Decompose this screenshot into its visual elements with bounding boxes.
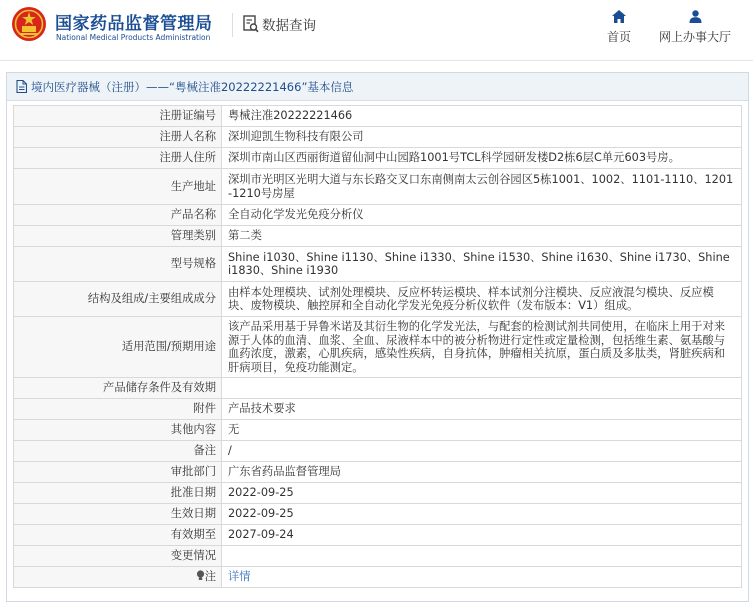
user-icon [689, 10, 702, 23]
note-label: 注 [204, 570, 216, 584]
panel-title: 境内医疗器械（注册）——“粤械注准20222221466”基本信息 [31, 79, 354, 94]
table-row [14, 169, 742, 205]
table-row [14, 226, 742, 247]
nav-online-hall-label: 网上办事大厅 [658, 30, 731, 44]
row-label: 注册人住所 [14, 148, 222, 169]
row-value: 第二类 [222, 226, 742, 247]
table-row [14, 504, 742, 525]
row-value: 深圳市南山区西丽街道留仙洞中山园路1001号TCL科学园研发楼D2栋6层C单元603号房。 [222, 148, 742, 169]
row-value: 由样本处理模块、试剂处理模块、反应杯转运模块、样本试剂分注模块、反应液混匀模块、反应模块、废物模块、触控屏和全自动化学发光免疫分析仪软件（发布版本：V1）组成。 [222, 282, 742, 317]
nav-online-hall[interactable] [653, 10, 737, 45]
row-value: 无 [222, 420, 742, 441]
lightbulb-icon [196, 570, 205, 581]
row-value: 2022-09-25 [222, 504, 742, 525]
national-emblem-icon[interactable] [11, 6, 47, 42]
registration-info-table [13, 105, 742, 588]
row-value: 粤械注准20222221466 [222, 106, 742, 127]
info-panel [6, 72, 749, 602]
row-value: Shine i1030、Shine i1130、Shine i1330、Shine i1530、Shine i1630、Shine i1730、Shine i1830、Shine i1930 [222, 247, 742, 282]
row-label: 产品名称 [14, 205, 222, 226]
row-label: 注册人名称 [14, 127, 222, 148]
nav-home[interactable] [601, 10, 637, 45]
table-row [14, 282, 742, 317]
table-row [14, 525, 742, 546]
row-label: 审批部门 [14, 462, 222, 483]
table-row [14, 441, 742, 462]
row-label: 变更情况 [14, 546, 222, 567]
table-row [14, 399, 742, 420]
data-query-label: 数据查询 [262, 18, 316, 34]
row-label: 批准日期 [14, 483, 222, 504]
site-header [0, 0, 753, 52]
document-icon [16, 80, 27, 93]
site-name-cn[interactable]: 国家药品监督管理局 [55, 14, 213, 34]
row-label: 其他内容 [14, 420, 222, 441]
row-label: 适用范围/预期用途 [14, 317, 222, 378]
table-row [14, 567, 742, 588]
table-row [14, 546, 742, 567]
row-value: 产品技术要求 [222, 399, 742, 420]
row-value: 深圳迎凯生物科技有限公司 [222, 127, 742, 148]
data-query-icon [243, 15, 259, 33]
row-value: 广东省药品监督管理局 [222, 462, 742, 483]
row-value: 该产品采用基于异鲁米诺及其衍生物的化学发光法，与配套的检测试剂共同使用，在临床上用于对来源于人体的血清、血浆、全血、尿液样本中的被分析物进行定性或定量检测，包括维生素、氨基酸与血药浓度，激素，心肌疾病，感染性疾病，自身抗体，肿瘤相关抗原，蛋白质及多肽类，肾脏疾病和肝病项目，免疫功能测定。 [222, 317, 742, 378]
row-label: 注册证编号 [14, 106, 222, 127]
row-label: 有效期至 [14, 525, 222, 546]
row-label: 管理类别 [14, 226, 222, 247]
row-label: 生效日期 [14, 504, 222, 525]
details-link[interactable]: 详情 [222, 567, 742, 588]
site-name-en: National Medical Products Administration [56, 33, 211, 42]
table-row [14, 205, 742, 226]
table-row [14, 148, 742, 169]
header-divider [232, 13, 233, 37]
table-row [14, 378, 742, 399]
table-row [14, 420, 742, 441]
row-label: 备注 [14, 441, 222, 462]
table-row [14, 106, 742, 127]
row-label-note [14, 567, 222, 588]
row-value: 2022-09-25 [222, 483, 742, 504]
row-value: 深圳市光明区光明大道与东长路交叉口东南侧南太云创谷园区5栋1001、1002、1101-1110、1201-1210号房屋 [222, 169, 742, 205]
row-label: 生产地址 [14, 169, 222, 205]
table-row [14, 462, 742, 483]
row-label: 产品储存条件及有效期 [14, 378, 222, 399]
header-separator [0, 60, 753, 61]
row-value [222, 546, 742, 567]
row-label: 结构及组成/主要组成成分 [14, 282, 222, 317]
row-value [222, 378, 742, 399]
table-row [14, 483, 742, 504]
nav-home-label: 首页 [606, 30, 631, 44]
table-row [14, 317, 742, 378]
row-label: 型号规格 [14, 247, 222, 282]
row-value: / [222, 441, 742, 462]
table-row [14, 247, 742, 282]
home-icon [612, 10, 626, 23]
row-value: 2027-09-24 [222, 525, 742, 546]
data-query-link[interactable] [243, 14, 316, 34]
panel-header [7, 73, 748, 101]
table-row [14, 127, 742, 148]
row-label: 附件 [14, 399, 222, 420]
row-value: 全自动化学发光免疫分析仪 [222, 205, 742, 226]
